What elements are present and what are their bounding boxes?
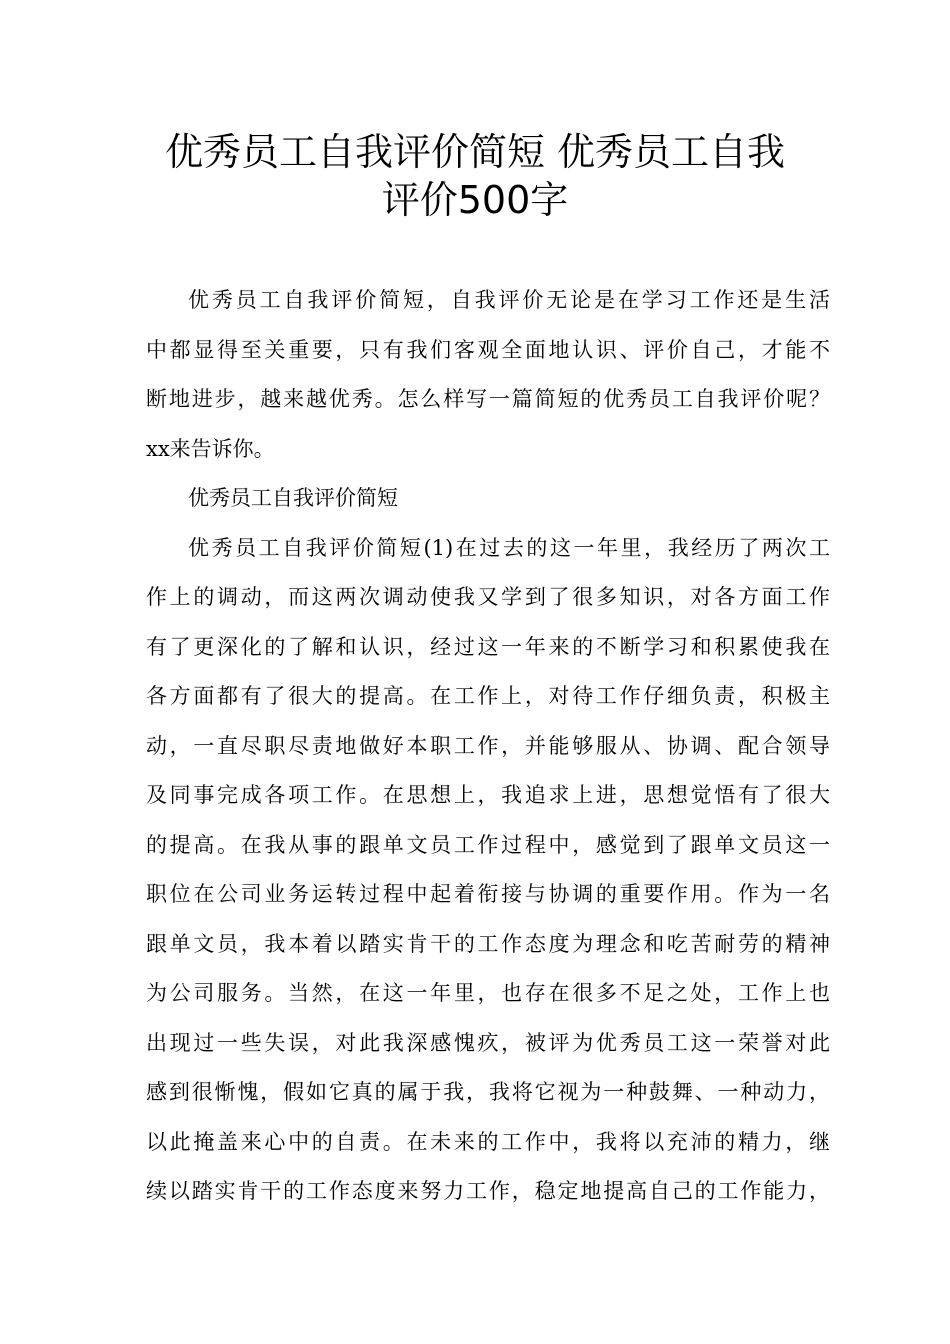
document-title [120,128,830,224]
body-line: 各方面都有了很大的提高。在工作上，对待工作仔细负责，积极主 [146,684,830,708]
body-line: 优秀员工自我评价简短，自我评价无论是在学习工作还是生活 [188,288,830,312]
body-line: 动，一直尽职尽责地做好本职工作，并能够服从、协调、配合领导 [146,733,830,758]
body-line: 中都显得至关重要，只有我们客观全面地认识、评价自己，才能不 [146,337,830,362]
title-line: 优秀员工自我评价简短 优秀员工自我 [164,130,786,174]
body-line: 断地进步，越来越优秀。怎么样写一篇简短的优秀员工自我评价呢？ [146,387,830,411]
body-line: 出现过一些失误，对此我深感愧疚，被评为优秀员工这一荣誉对此 [146,1030,830,1055]
body-line: 有了更深化的了解和认识，经过这一年来的不断学习和积累使我在 [146,634,830,659]
document-body [146,276,830,1217]
body-line: 职位在公司业务运转过程中起着衔接与协调的重要作用。作为一名 [146,882,830,906]
body-line: 优秀员工自我评价简短(1)在过去的这一年里，我经历了两次工 [188,535,830,560]
body-line: 及同事完成各项工作。在思想上，我追求上进，思想觉悟有了很大 [146,783,830,807]
body-line: 续以踏实肯干的工作态度来努力工作，稳定地提高自己的工作能力， [146,1179,830,1203]
body-line: 作上的调动，而这两次调动使我又学到了很多知识，对各方面工作 [146,585,830,609]
body-line: 为公司服务。当然，在这一年里，也存在很多不足之处，工作上也 [146,981,830,1005]
body-line: 跟单文员，我本着以踏实肯干的工作态度为理念和吃苦耐劳的精神 [146,931,830,956]
title-line: 评价500字 [381,178,569,222]
body-line: 感到很惭愧，假如它真的属于我，我将它视为一种鼓舞、一种动力， [146,1080,830,1104]
body-line: 以此掩盖来心中的自责。在未来的工作中，我将以充沛的精力，继 [146,1129,830,1154]
section-heading: 优秀员工自我评价简短 [188,486,398,510]
body-line: 的提高。在我从事的跟单文员工作过程中，感觉到了跟单文员这一 [146,832,830,857]
body-line: xx来告诉你。 [146,436,275,461]
